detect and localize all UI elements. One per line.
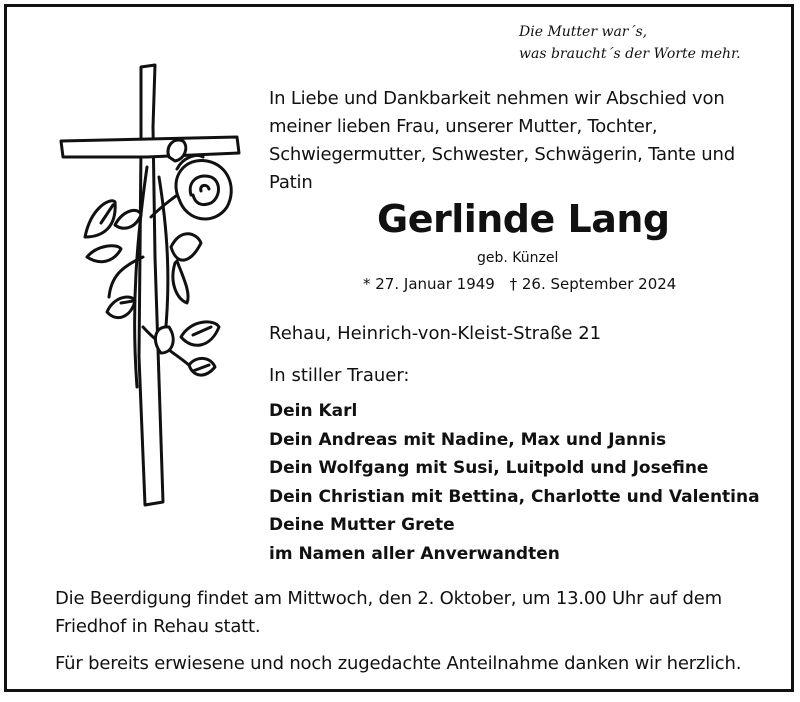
intro-line: meiner lieben Frau, unserer Mutter, Tochter, bbox=[269, 116, 658, 137]
mourner-line: Dein Karl bbox=[269, 401, 358, 421]
birth-name: geb. Künzel bbox=[477, 250, 559, 266]
cross-with-roses-icon bbox=[51, 57, 251, 517]
mourners-list bbox=[269, 397, 760, 568]
intro-text bbox=[269, 85, 789, 197]
mourner-line: Dein Andreas mit Nadine, Max und Jannis bbox=[269, 429, 667, 450]
obituary-notice bbox=[4, 4, 794, 692]
funeral-line-2: Friedhof in Rehau statt. bbox=[55, 616, 261, 637]
mourner-line: im Namen aller Anverwandten bbox=[269, 543, 560, 564]
life-dates bbox=[363, 275, 686, 293]
intro-line: Schwiegermutter, Schwester, Schwägerin, Tante und bbox=[269, 144, 735, 165]
intro-line: Patin bbox=[269, 172, 313, 193]
quote-line-1: Die Mutter war´s, bbox=[519, 24, 648, 40]
quote bbox=[519, 21, 741, 65]
death-date: † 26. September 2024 bbox=[509, 275, 677, 293]
mourning-label: In stiller Trauer: bbox=[269, 365, 410, 386]
funeral-line-1: Die Beerdigung findet am Mittwoch, den 2. Oktober, um 13.00 Uhr auf dem bbox=[55, 588, 722, 609]
thanks-text: Für bereits erwiesene und noch zugedachte Anteilnahme danken wir herzlich. bbox=[55, 653, 742, 674]
intro-line: In Liebe und Dankbarkeit nehmen wir Abschied von bbox=[269, 88, 725, 109]
mourner-line: Dein Christian mit Bettina, Charlotte und Valentina bbox=[269, 486, 760, 507]
mourner-line: Dein Wolfgang mit Susi, Luitpold und Josefine bbox=[269, 458, 709, 478]
birth-date: * 27. Januar 1949 bbox=[363, 275, 495, 293]
mourner-line: Deine Mutter Grete bbox=[269, 515, 455, 535]
address: Rehau, Heinrich-von-Kleist-Straße 21 bbox=[269, 323, 602, 344]
funeral-info bbox=[55, 585, 722, 641]
quote-line-2: was braucht´s der Worte mehr. bbox=[519, 46, 741, 62]
deceased-name: Gerlinde Lang bbox=[377, 197, 670, 241]
